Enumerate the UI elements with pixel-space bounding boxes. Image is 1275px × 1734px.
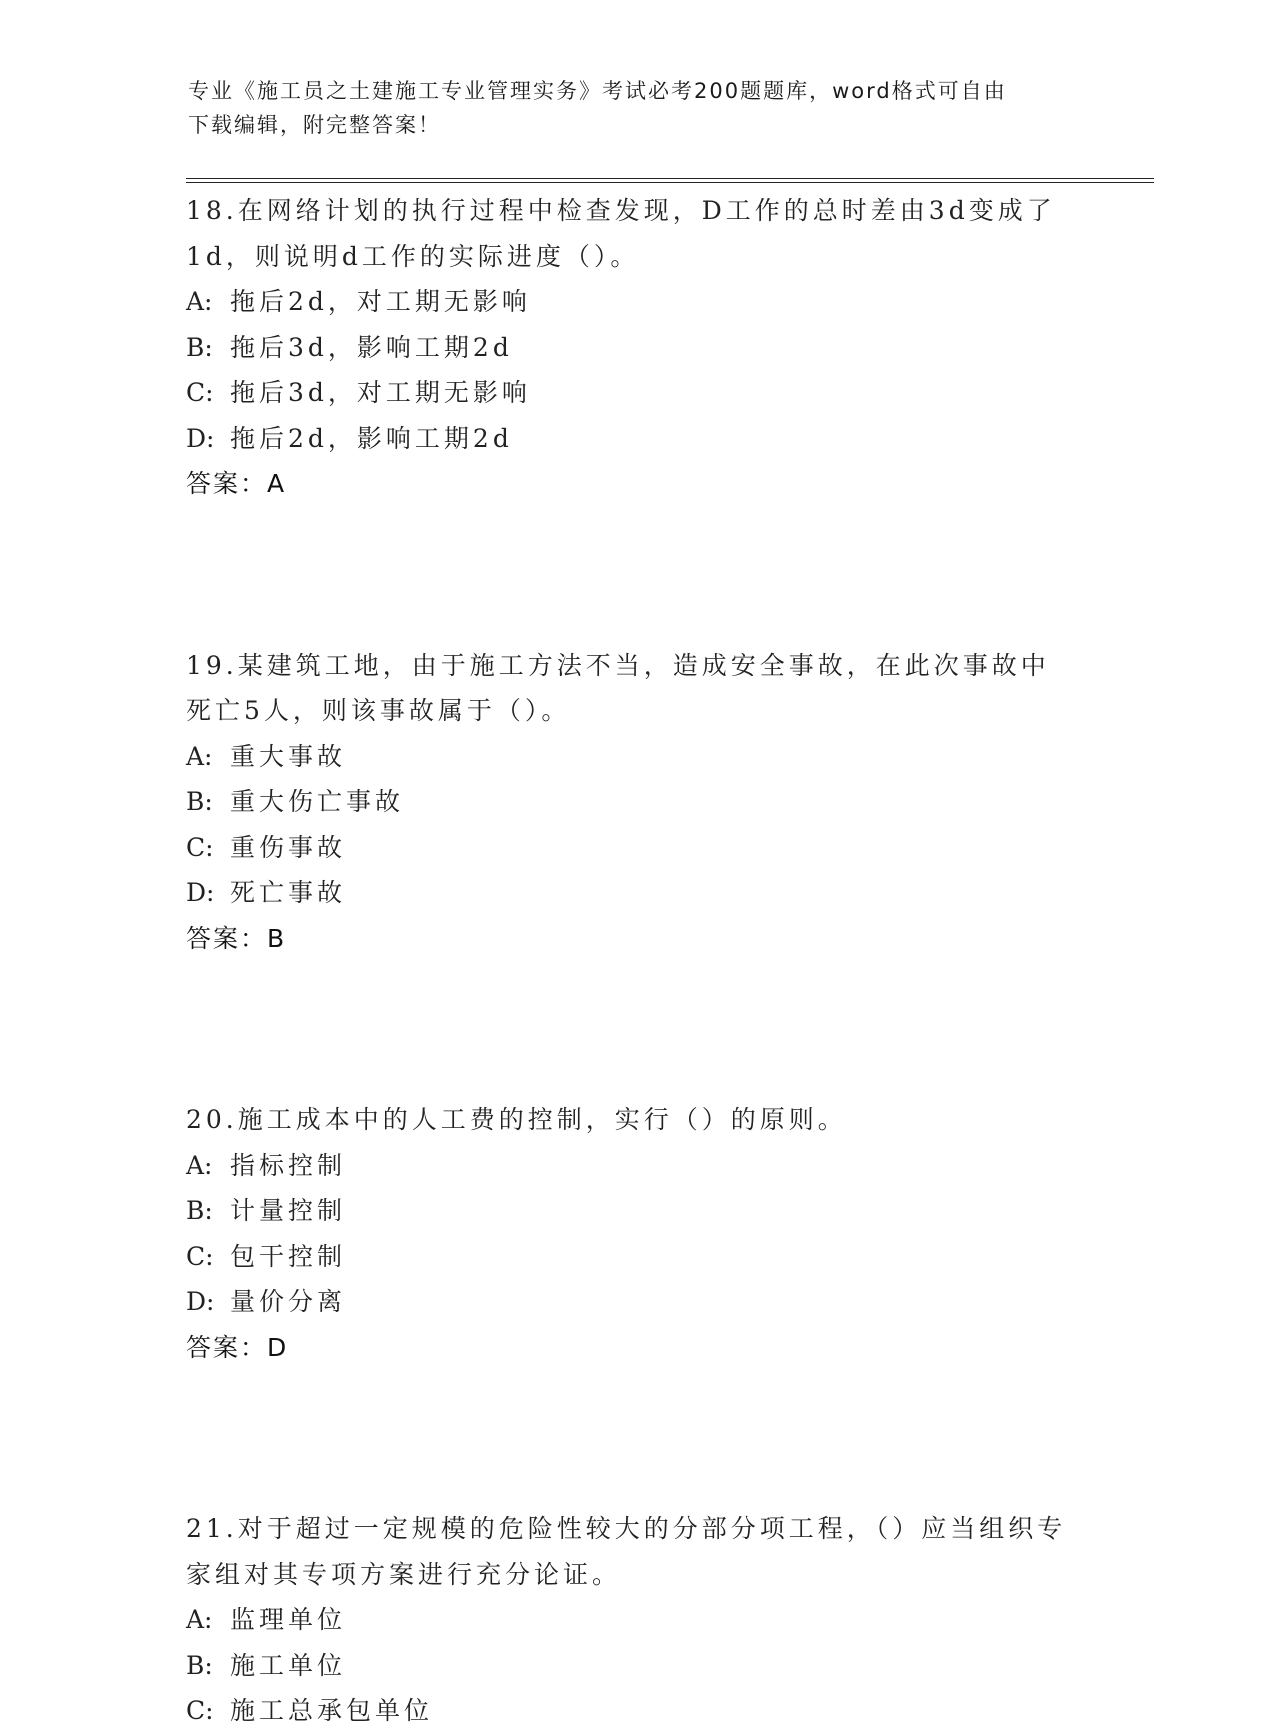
answer-label: 答案：D	[186, 1332, 289, 1362]
option-c	[186, 1688, 1076, 1734]
option-text: 施工单位	[230, 1650, 347, 1680]
option-letter: C:	[186, 1696, 214, 1725]
option-text: 死亡事故	[230, 878, 347, 907]
option-a	[186, 1143, 1076, 1189]
option-a	[186, 1597, 1076, 1643]
question-text: 18.在网络计划的执行过程中检查发现，D工作的总时差由3d变成了1d，则说明d工作的实际进度（）。	[186, 196, 1056, 271]
option-text: 拖后2d，对工期无影响	[230, 287, 531, 316]
question-text: 21.对于超过一定规模的危险性较大的分部分项工程，（）应当组织专家组对其专项方案进行充分论证。	[186, 1514, 1067, 1589]
option-letter: D:	[186, 878, 215, 907]
option-text: 拖后3d，对工期无影响	[230, 378, 531, 407]
question-list	[186, 188, 1076, 1734]
option-letter: C:	[186, 832, 214, 862]
option-text: 施工总承包单位	[230, 1696, 434, 1725]
option-letter: D:	[186, 1287, 215, 1316]
question-20	[186, 1097, 1076, 1370]
option-text: 重大事故	[230, 741, 347, 771]
option-d	[186, 1279, 1076, 1325]
option-text: 拖后3d，影响工期2d	[230, 332, 513, 362]
option-c	[186, 825, 1076, 871]
option-a	[186, 734, 1076, 780]
option-text: 指标控制	[230, 1150, 347, 1180]
option-letter: D:	[186, 423, 215, 453]
option-letter: B:	[186, 1196, 213, 1225]
header-title-line-1: 专业《施工员之土建施工专业管理实务》考试必考200题题库，word格式可自由	[188, 79, 1007, 103]
option-letter: A:	[186, 741, 213, 771]
option-letter: C:	[186, 1241, 214, 1271]
question-text: 19.某建筑工地，由于施工方法不当，造成安全事故，在此次事故中死亡5人，则该事故属于（）。	[186, 650, 1050, 725]
option-letter: A:	[186, 1150, 213, 1180]
question-text: 20.施工成本中的人工费的控制，实行（）的原则。	[186, 1105, 847, 1134]
option-text: 拖后2d，影响工期2d	[230, 423, 513, 453]
header-title-line-2: 下载编辑，附完整答案！	[188, 113, 441, 137]
option-letter: B:	[186, 787, 213, 816]
option-b	[186, 779, 1076, 825]
option-b	[186, 325, 1076, 371]
option-b	[186, 1188, 1076, 1234]
option-c	[186, 370, 1076, 416]
option-text: 监理单位	[230, 1605, 347, 1634]
option-letter: B:	[186, 1650, 213, 1680]
header-divider-bottom	[186, 182, 1154, 183]
option-text: 计量控制	[230, 1196, 347, 1225]
option-d	[186, 870, 1076, 916]
option-d	[186, 416, 1076, 462]
question-18	[186, 188, 1076, 507]
option-letter: A:	[186, 287, 213, 316]
header-divider-top	[186, 178, 1154, 179]
answer-label: 答案：B	[186, 923, 287, 953]
option-a	[186, 279, 1076, 325]
option-text: 包干控制	[230, 1241, 347, 1271]
option-b	[186, 1643, 1076, 1689]
option-text: 重大伤亡事故	[230, 787, 405, 816]
option-letter: B:	[186, 332, 213, 362]
option-letter: A:	[186, 1605, 213, 1634]
question-21	[186, 1506, 1076, 1734]
answer-label: 答案：A	[186, 469, 287, 498]
option-letter: C:	[186, 378, 214, 407]
question-19	[186, 643, 1076, 962]
option-text: 重伤事故	[230, 832, 347, 862]
option-text: 量价分离	[230, 1287, 347, 1316]
document-header	[188, 74, 1088, 142]
option-c	[186, 1234, 1076, 1280]
